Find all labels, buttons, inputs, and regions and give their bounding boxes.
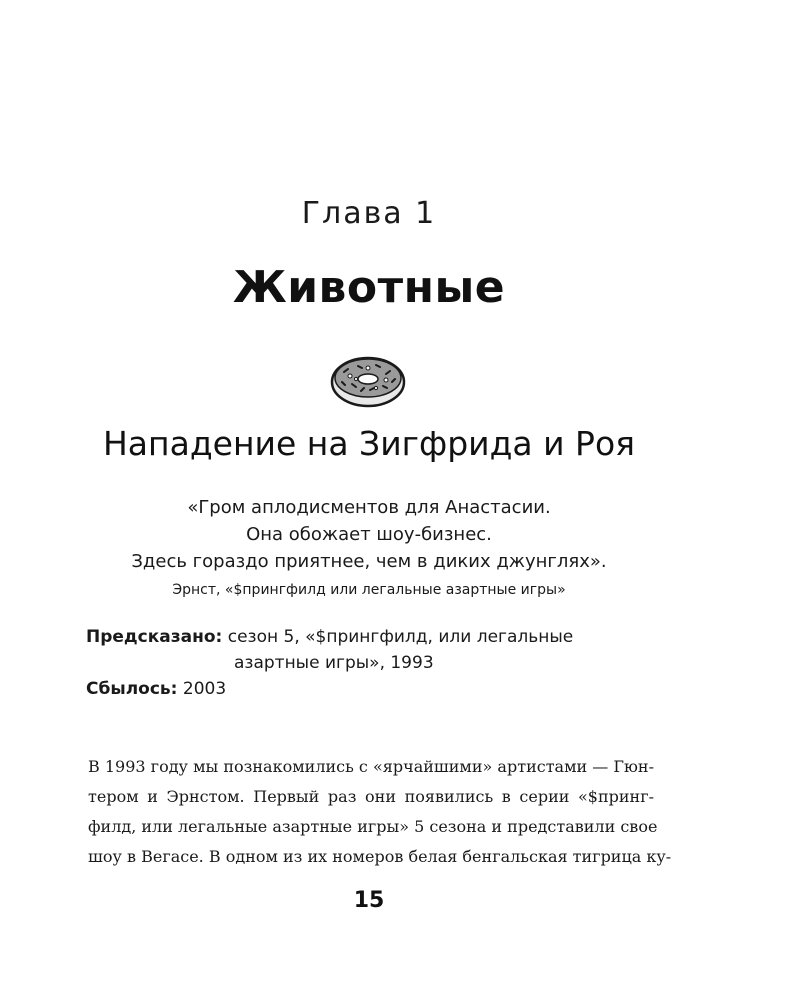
prediction-info — [86, 624, 656, 702]
section-title: Нападение на Зигфрида и Роя — [102, 424, 635, 463]
epigraph-line: Здесь гораздо приятнее, чем в диких джунглях». — [131, 551, 607, 572]
epigraph-line: «Гром аплодисментов для Анастасии. — [187, 497, 551, 518]
epigraph-source: Эрнст, «$прингфилд или легальные азартные игры» — [172, 582, 566, 598]
donut-icon — [328, 352, 408, 410]
came-true-row — [86, 679, 226, 699]
body-line: тером и Эрнстом. Первый раз они появились в серии «$принг- — [88, 787, 654, 806]
came-true-value: 2003 — [182, 679, 227, 699]
body-line: филд, или легальные азартные игры» 5 сезона и представили свое — [88, 817, 658, 836]
predicted-label: Предсказано: — [86, 627, 223, 647]
body-line: В 1993 году мы познакомились с «ярчайшими» артистами — Гюн- — [88, 757, 654, 776]
came-true-label: Сбылось: — [86, 679, 178, 699]
chapter-number: Глава 1 — [301, 196, 437, 231]
epigraph — [0, 494, 738, 604]
page-number: 15 — [353, 888, 385, 913]
predicted-row — [86, 624, 656, 650]
chapter-title: Животные — [232, 262, 506, 313]
body-line: шоу в Вегасе. В одном из их номеров белая бенгальская тигрица ку- — [88, 847, 672, 866]
body-paragraph — [88, 752, 672, 872]
predicted-value-continued: азартные игры», 1993 — [234, 653, 434, 673]
epigraph-line: Она обожает шоу-бизнес. — [246, 524, 492, 545]
predicted-value: сезон 5, «$прингфилд, или легальные — [227, 627, 574, 647]
